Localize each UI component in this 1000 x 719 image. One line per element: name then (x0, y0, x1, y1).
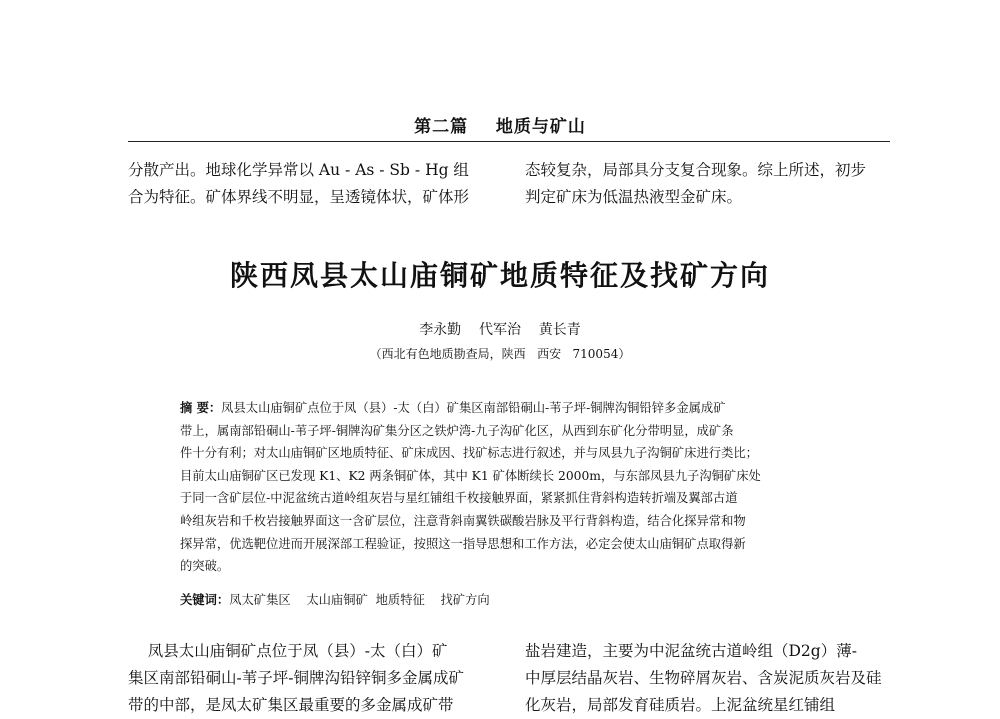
header-rule (128, 141, 890, 142)
text-line: 判定矿床为低温热液型金矿床。 (525, 188, 743, 206)
body-right-column (525, 638, 890, 719)
text-line: 中厚层结晶灰岩、生物碎屑灰岩、含炭泥质灰岩及硅 (525, 669, 882, 687)
text-line: 态较复杂，局部具分支复合现象。综上所述，初步 (525, 161, 867, 179)
text-line: 带的中部，是凤太矿集区最重要的多金属成矿带 (128, 696, 454, 714)
prev-article-right-column (525, 157, 890, 211)
abstract-line: 于同一含矿层位-中泥盆统古道岭组灰岩与星红铺组千枚接触界面，紧紧抓住背斜构造转折端及翼部古道 (180, 491, 738, 506)
body-left-column (128, 638, 493, 719)
abstract-label: 摘 要： (180, 401, 222, 415)
abstract-line: 岭组灰岩和千枚岩接触界面这一含矿层位，注意背斜南翼铁碳酸岩脉及平行背斜构造，结合化探异常和物 (180, 513, 746, 528)
keywords (180, 590, 490, 608)
text-line: 分散产出。地球化学异常以 Au - As - Sb - Hg 组 (128, 161, 469, 179)
abstract-line: 件十分有利；对太山庙铜矿区地质特征、矿床成因、找矿标志进行叙述，并与凤县九子沟铜矿床进行类比； (180, 446, 758, 461)
text-line: 盐岩建造，主要为中泥盆统古道岭组（D2g）薄- (525, 642, 857, 660)
abstract-line: 目前太山庙铜矿区已发现 K1、K2 两条铜矿体，其中 K1 矿体断续长 2000m，与东部凤县九子沟铜矿床处 (180, 468, 761, 483)
keywords-text: 凤太矿集区 太山庙铜矿 地质特征 找矿方向 (229, 593, 490, 607)
keywords-label: 关键词： (180, 593, 230, 607)
text-line: 化灰岩，局部发育硅质岩。上泥盆统星红铺组 (525, 696, 836, 714)
abstract-first-line (180, 397, 845, 420)
running-header: 第二篇 地质与矿山 (414, 117, 586, 137)
affiliation: （西北有色地质勘查局，陕西 西安 710054） (369, 347, 631, 361)
authors: 李永勤 代军治 黄长青 (419, 322, 581, 338)
article-title: 陕西凤县太山庙铜矿地质特征及找矿方向 (229, 259, 770, 292)
text-line: 集区南部铅硐山-苇子坪-铜牌沟铅锌铜多金属成矿 (128, 669, 464, 687)
text-line: 凤县太山庙铜矿点位于凤（县）-太（白）矿 (128, 642, 448, 660)
abstract-line: 带上，属南部铅硐山-苇子坪-铜牌沟矿集分区之铁炉湾-九子沟矿化区，从西到东矿化分带明显，成矿条 (180, 423, 734, 438)
text-line: 合为特征。矿体界线不明显，呈透镜体状，矿体形 (128, 188, 470, 206)
abstract (180, 397, 845, 578)
abstract-line: 探异常，优选靶位进而开展深部工程验证，按照这一指导思想和工作方法，必定会使太山庙铜矿点取得新 (180, 536, 746, 551)
abstract-line: 的突破。 (180, 559, 230, 574)
abstract-text: 凤县太山庙铜矿点位于凤（县）-太（白）矿集区南部铅硐山-苇子坪-铜牌沟铜铅锌多金属成矿 (221, 401, 726, 415)
prev-article-left-column (128, 157, 488, 211)
